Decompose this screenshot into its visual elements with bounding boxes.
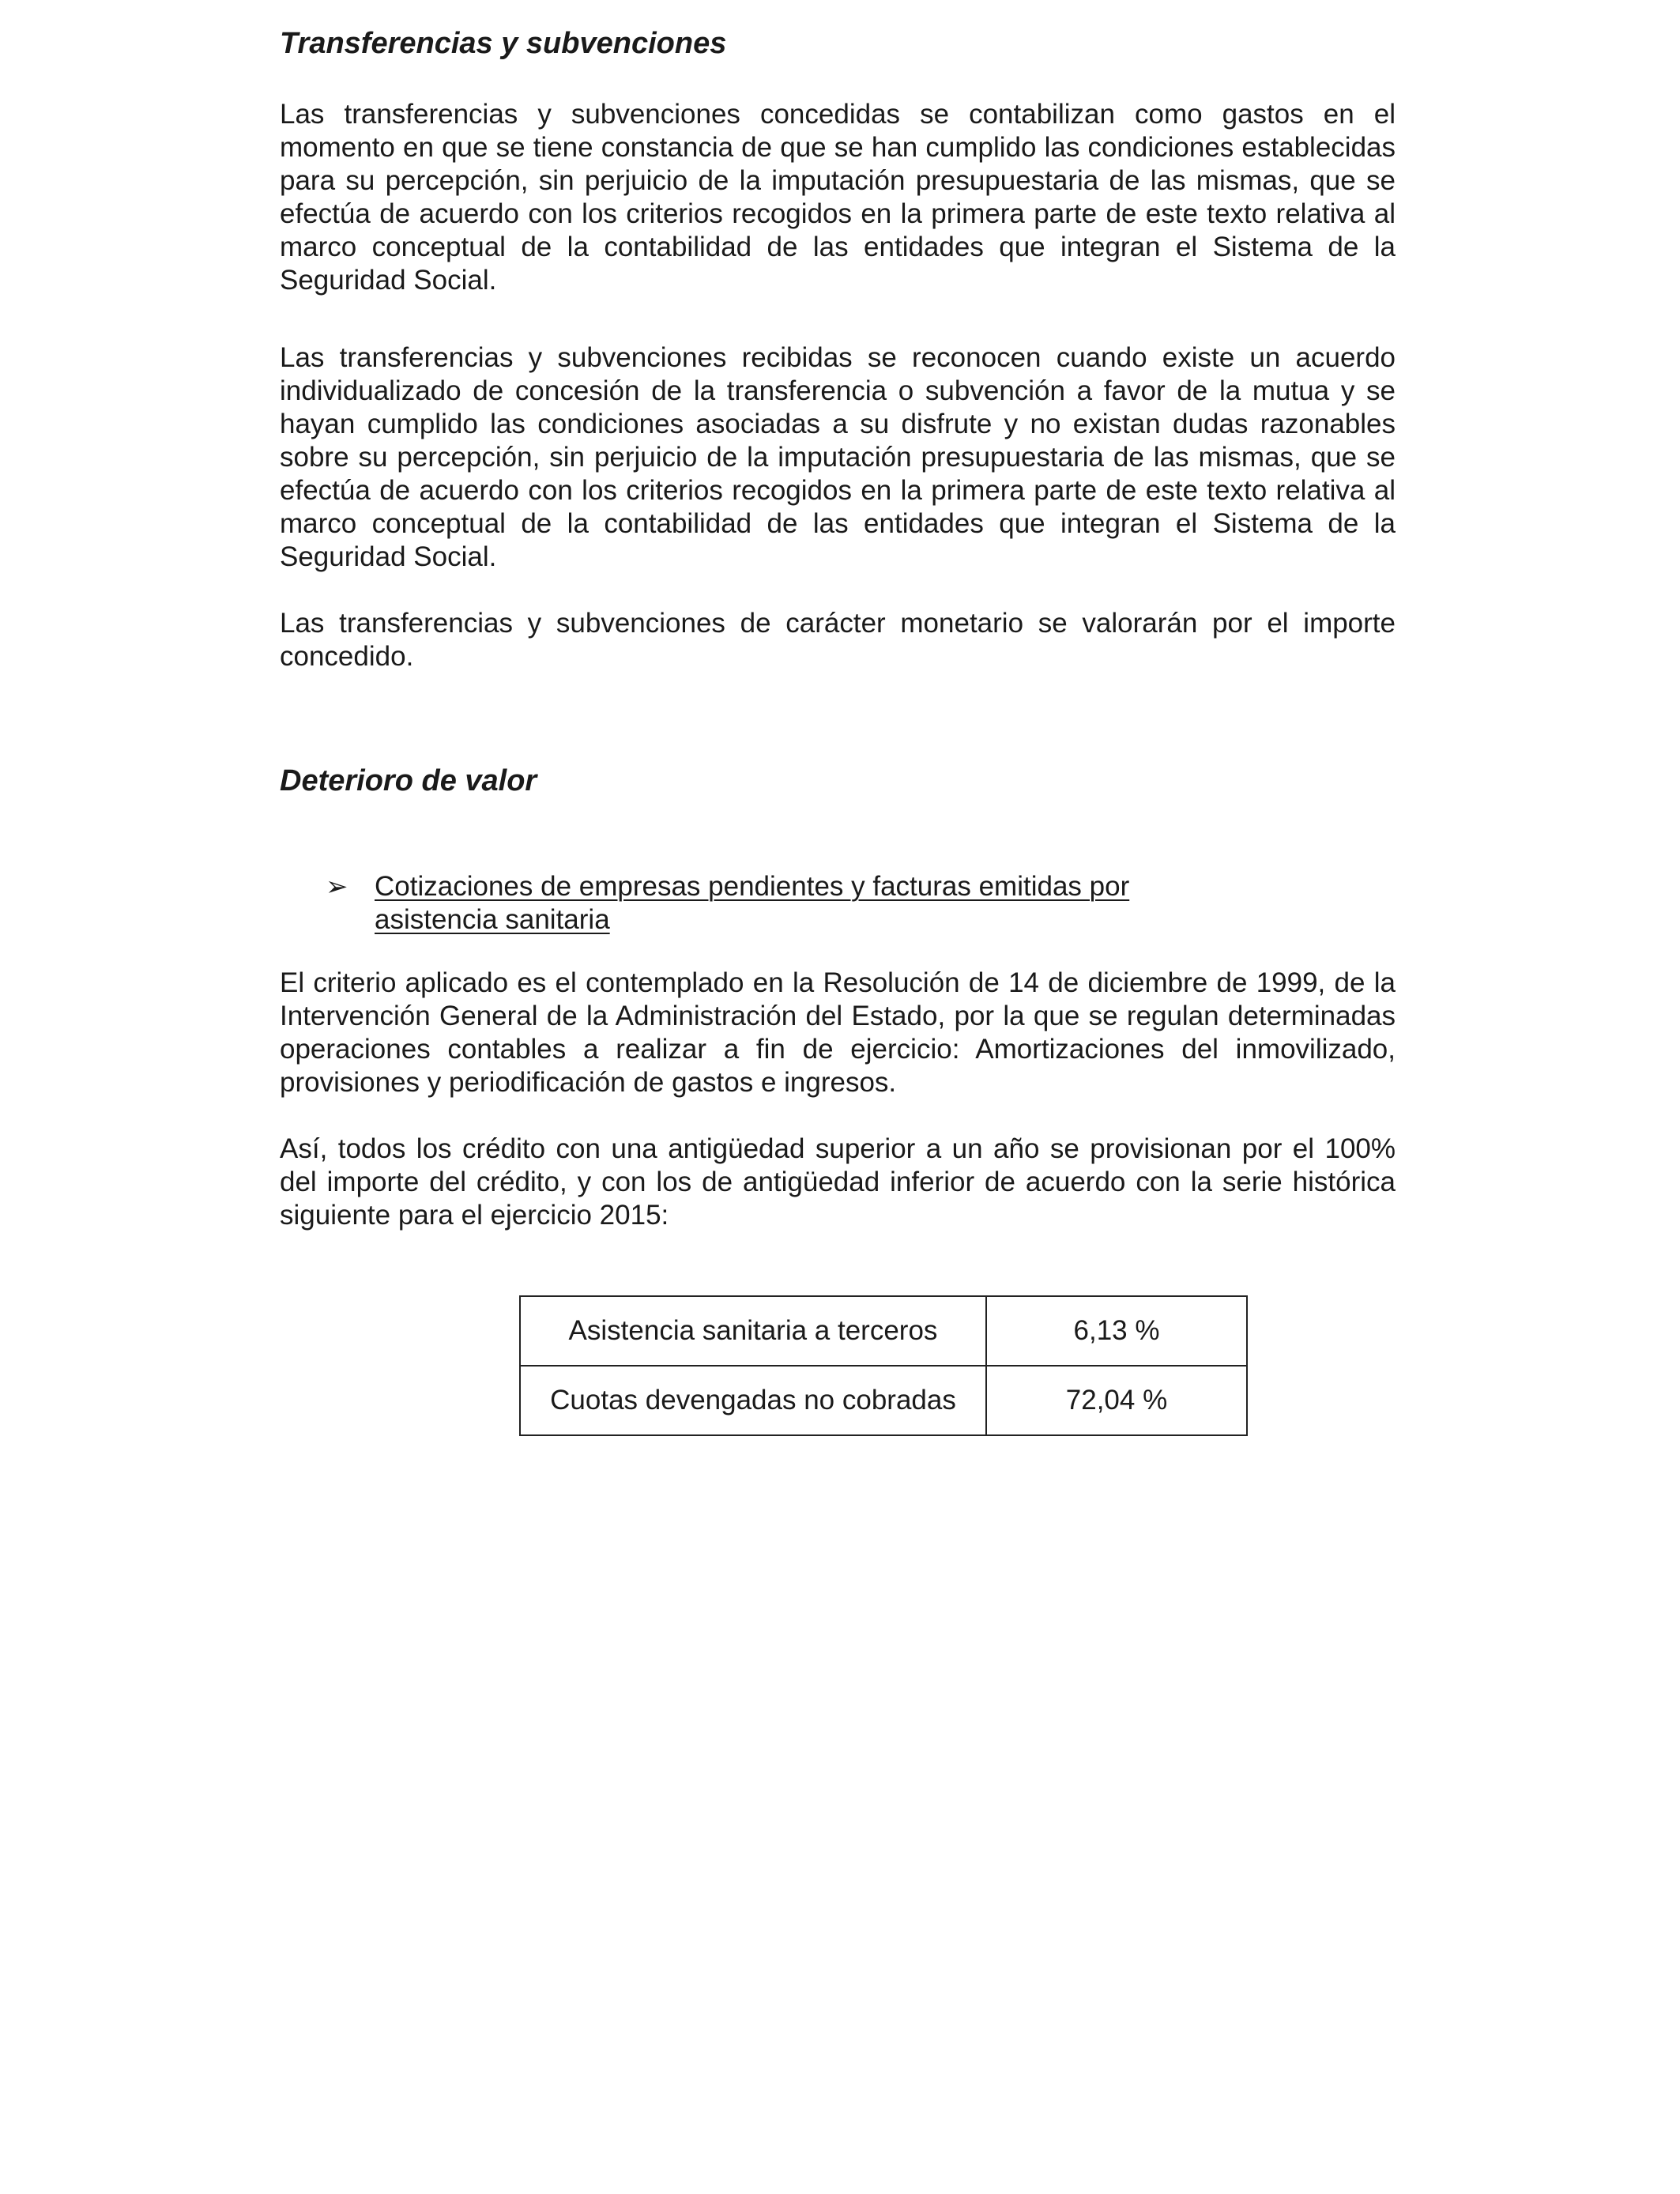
paragraph-transferencias-monetario: Las transferencias y subvenciones de carácter monetario se valorarán por el importe concedido. [280,608,1396,672]
table-row [520,1296,1247,1366]
paragraph-transferencias-concedidas: Las transferencias y subvenciones concedidas se contabilizan como gastos en el momento en que se tiene constancia de que se han cumplido las condiciones establecidas para su percepción, sin perjuicio de la imputación presupuestaria de las mismas, que se efectúa de acuerdo con los criterios recogidos en la primera parte de este texto relativa al marco conceptual de la contabilidad de las entidades que integran el Sistema de la Seguridad Social. [280,99,1396,296]
paragraph-antiguedad-creditos: Así, todos los crédito con una antigüedad superior a un año se provisionan por el 100% del importe del crédito, y con los de antigüedad inferior de acuerdo con la serie histórica siguiente para el ejercicio 2015: [280,1133,1396,1231]
section-heading-transferencias: Transferencias y subvenciones [280,27,727,60]
arrow-bullet-icon: ➢ [326,872,348,902]
section-heading-deterioro: Deterioro de valor [280,764,537,797]
table-cell-value: 72,04 % [986,1366,1247,1435]
table-row [520,1366,1247,1435]
paragraph-transferencias-recibidas: Las transferencias y subvenciones recibidas se reconocen cuando existe un acuerdo individualizado de concesión de la transferencia o subvención a favor de la mutua y se hayan cumplido las condiciones asociadas a su disfrute y no existan dudas razonables sobre su percepción, sin perjuicio de la imputación presupuestaria de las mismas, que se efectúa de acuerdo con los criterios recogidos en la primera parte de este texto relativa al marco conceptual de la contabilidad de las entidades que integran el Sistema de la Seguridad Social. [280,342,1396,572]
paragraph-criterio-resolucion: El criterio aplicado es el contemplado en la Resolución de 14 de diciembre de 1999, de la Intervención General de la Administración del Estado, por la que se regulan determinadas operaciones contables a realizar a fin de ejercicio: Amortizaciones del inmovilizado, provisiones y periodificación de gastos e ingresos. [280,967,1396,1098]
table-cell-label: Asistencia sanitaria a terceros [520,1296,986,1366]
table-cell-label: Cuotas devengadas no cobradas [520,1366,986,1435]
bullet-item-cotizaciones [326,870,1274,937]
provision-rates-table [519,1295,1248,1436]
table-cell-value: 6,13 % [986,1296,1247,1366]
bullet-text-cotizaciones: Cotizaciones de empresas pendientes y facturas emitidas por asistencia sanitaria [375,871,1130,935]
